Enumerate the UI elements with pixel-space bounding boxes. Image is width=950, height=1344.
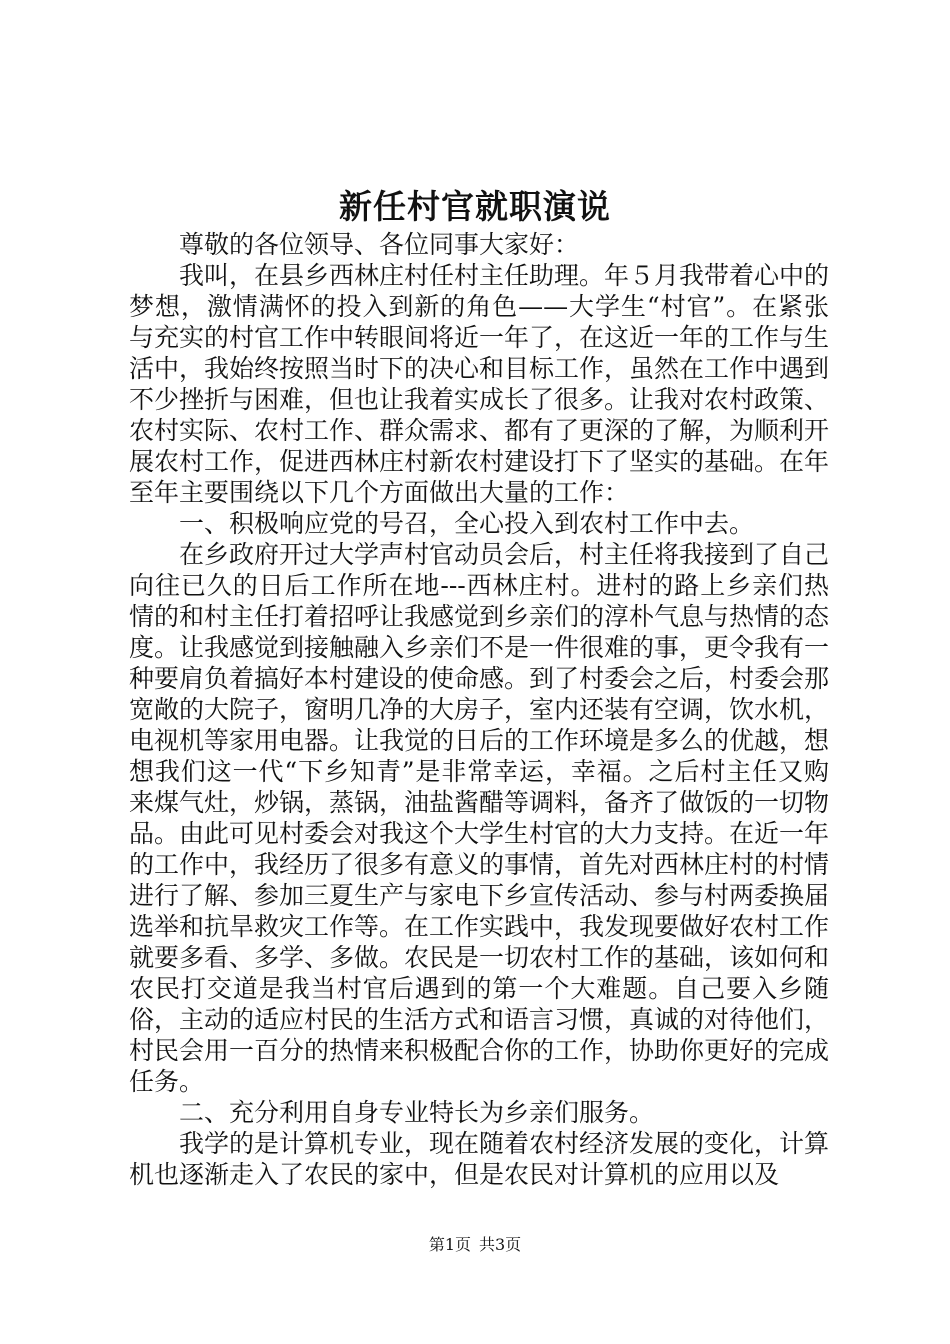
paragraph-introduction: 我叫，在县乡西林庄村任村主任助理。年５月我带着心中的梦想，激情满怀的投入到新的角色——大学生“村官”。在紧张与充实的村官工作中转眼间将近一年了，在这近一年的工作与生活中，我始终按照当时下的决心和目标工作，虽然在工作中遇到不少挫折与困难，但也让我着实成长了很多。让我对农村政策、农村实际、农村工作、群众需求、都有了更深的了解，为顺利开展农村工作，促进西林庄村新农村建设打下了坚实的基础。在年至年主要围绕以下几个方面做出大量的工作：	[129, 261, 830, 507]
page-footer	[0, 1234, 950, 1256]
document-title: 新任村官就职演说	[339, 187, 611, 226]
section-heading-two: 二、充分利用自身专业特长为乡亲们服务。	[179, 1098, 655, 1127]
document-body	[129, 229, 829, 1190]
paragraph-greeting: 尊敬的各位领导、各位同事大家好：	[179, 230, 580, 259]
section-heading-one: 一、积极响应党的号召，全心投入到农村工作中去。	[179, 509, 755, 538]
paragraph-section-one: 在乡政府开过大学声村官动员会后，村主任将我接到了自己向往已久的日后工作所在地---西林庄村。进村的路上乡亲们热情的和村主任打着招呼让我感觉到乡亲们的淳朴气息与热情的态度。让我感觉到接触融入乡亲们不是一件很难的事，更令我有一种要肩负着搞好本村建设的使命感。到了村委会之后，村委会那宽敞的大院子，窗明几净的大房子，室内还装有空调，饮水机，电视机等家用电器。让我觉的日后的工作环境是多么的优越，想想我们这一代“下乡知青”是非常幸运，幸福。之后村主任又购来煤气灶，炒锅，蒸锅，油盐酱醋等调料，备齐了做饭的一切物品。由此可见村委会对我这个大学生村官的大力支持。在近一年的工作中，我经历了很多有意义的事情，首先对西林庄村的村情进行了解、参加三夏生产与家电下乡宣传活动、参与村两委换届选举和抗旱救灾工作等。在工作实践中，我发现要做好农村工作就要多看、多学、多做。农民是一切农村工作的基础，该如何和农民打交道是我当村官后遇到的第一个大难题。自己要入乡随俗，主动的适应村民的生活方式和语言习惯，真诚的对待他们，村民会用一百分的热情来积极配合你的工作，协助你更好的完成任务。	[129, 540, 830, 1096]
total-pages: 共3页	[479, 1235, 522, 1254]
paragraph-section-two: 我学的是计算机专业，现在随着农村经济发展的变化，计算机也逐渐走入了农民的家中，但是农民对计算机的应用以及	[129, 1129, 830, 1189]
page-number: 第1页	[428, 1235, 471, 1254]
